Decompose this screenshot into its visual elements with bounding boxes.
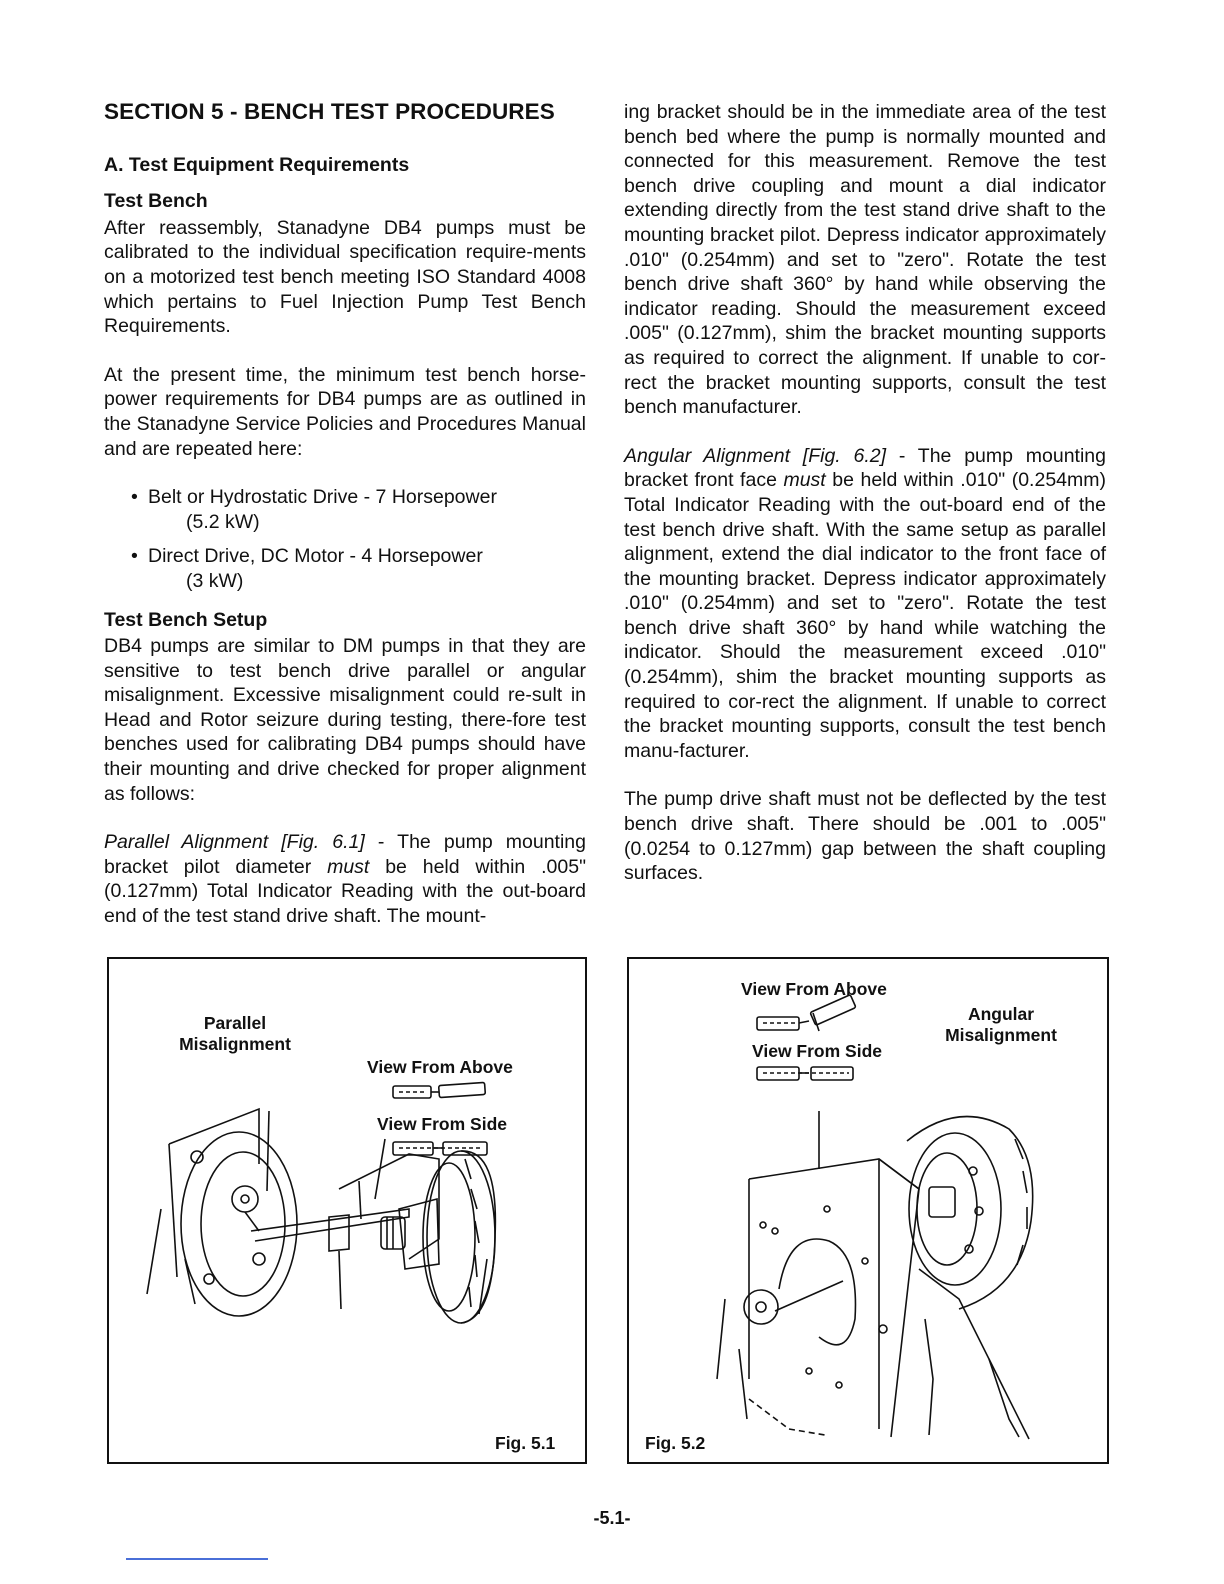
- paragraph-shaft-gap: The pump drive shaft must not be deflected by the test bench drive shaft. There should be .001 to .005" (0.0254 to 0.127mm) gap between the shaft coupling surfaces.: [624, 788, 1106, 885]
- view-from-side-label: View From Side: [752, 1041, 882, 1061]
- list-item-main: Belt or Hydrostatic Drive - 7 Horsepower: [148, 486, 497, 509]
- figure-parallel-misalignment: [107, 957, 587, 1464]
- page-number: -5.1-: [593, 1508, 631, 1528]
- figure-title-line: Misalignment: [945, 1025, 1057, 1045]
- paragraph-parallel-alignment: [104, 830, 586, 928]
- paragraph-parallel-continued: ing bracket should be in the immediate area of the test bench bed where the pump is normally mounted and connected for this measurement. Remove the test bench drive coupling and mount a dial indicator extending directly from the test stand drive shaft to the mounting bracket pilot. Depress indicator approximately .010" (0.254mm) and set to "zero". Rotate the test bench drive shaft 360° by hand while observing the indicator reading. Should the measurement exceed .005" (0.127mm), shim the bracket mounting supports as required to correct the alignment. If unable to cor-rect the bracket mounting supports, consult the test bench manufacturer.: [624, 101, 1106, 419]
- horsepower-list: [104, 485, 586, 593]
- test-bench-heading: Test Bench: [104, 190, 208, 213]
- list-item-sub: (5.2 kW): [186, 510, 260, 533]
- paragraph-iso-standard: After reassembly, Stanadyne DB4 pumps must be calibrated to the individual specification require-ments on a motorized test bench meeting ISO Standard 4008 which pertains to Fuel Injection Pump Test Bench Requirements.: [104, 216, 586, 338]
- figure-title-line: Parallel: [203, 1013, 267, 1033]
- figure-title-line: Angular: [967, 1004, 1035, 1024]
- view-from-above-label: View From Above: [741, 979, 887, 999]
- right-column: [624, 100, 1106, 886]
- figure-title: [173, 1013, 297, 1055]
- figure-caption: Fig. 5.1: [495, 1433, 556, 1453]
- emphasis-must: must: [783, 469, 826, 492]
- paragraph-misalignment: DB4 pumps are similar to DM pumps in that they are sensitive to test bench drive parallel or angular misalignment. Excessive misalignment could re-sult in Head and Rotor seizure during testing, there-fore test benches used for calibrating DB4 pumps should have their mounting and drive checked for proper alignment as follows:: [104, 635, 586, 805]
- left-column: [104, 100, 586, 929]
- parallel-alignment-label: Parallel Alignment [Fig. 6.1]: [104, 831, 365, 854]
- emphasis-must: must: [327, 855, 370, 878]
- test-bench-setup-heading: Test Bench Setup: [104, 608, 268, 631]
- figure-angular-misalignment: [627, 957, 1109, 1464]
- paragraph-text: be held within .010" (0.254mm) Total Indicator Reading with the out-board end of the test bench drive shaft. With the same setup as parallel alignment, extend the dial indicator to the front face of the mounting bracket. Depress indicator approximately .010" (0.254mm) and set to "zero". Rotate the test bench drive shaft 360° by hand while watching the indicator. Should the measurement exceed .010" (0.254mm), shim the bracket mounting supports as required to cor-rect the alignment. If unable to correct the bracket mounting supports, consult the test bench manu-facturer.: [624, 469, 1106, 762]
- paragraph-angular-alignment: [624, 444, 1106, 764]
- bullet-icon: •: [131, 486, 138, 509]
- bullet-icon: •: [131, 545, 138, 568]
- angular-alignment-label: Angular Alignment [Fig. 6.2]: [624, 444, 887, 467]
- list-item-main: Direct Drive, DC Motor - 4 Horsepower: [148, 545, 483, 568]
- view-from-side-label: View From Side: [377, 1114, 507, 1134]
- figure-title: [933, 1004, 1069, 1046]
- figure-title-line: Misalignment: [179, 1034, 291, 1054]
- view-from-above-label: View From Above: [367, 1057, 513, 1077]
- list-item: [131, 544, 586, 593]
- subsection-heading-a: A. Test Equipment Requirements: [104, 153, 410, 176]
- section-title: SECTION 5 - BENCH TEST PROCEDURES: [104, 99, 555, 124]
- paragraph-text: - The pump mounting bracket front face: [624, 444, 1106, 492]
- footer-rule: [126, 1558, 268, 1560]
- list-item: [131, 485, 586, 534]
- paragraph-text: - The pump mounting bracket pilot diameter: [104, 831, 586, 878]
- figure-caption: Fig. 5.2: [645, 1433, 706, 1453]
- paragraph-horsepower: At the present time, the minimum test bench horse-power requirements for DB4 pumps are as outlined in the Stanadyne Service Policies and Procedures Manual and are repeated here:: [104, 363, 586, 460]
- list-item-sub: (3 kW): [186, 569, 244, 592]
- paragraph-text: be held within .005" (0.127mm) Total Indicator Reading with the out-board end of the test stand drive shaft. The mount-: [104, 855, 586, 928]
